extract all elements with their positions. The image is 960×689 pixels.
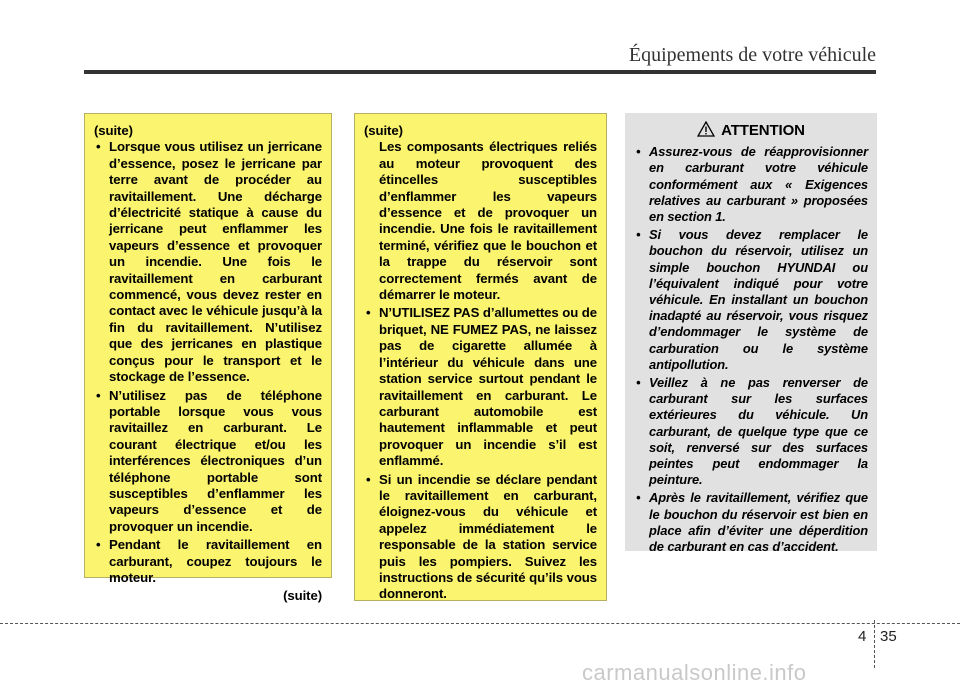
suite-label-top: (suite) [364, 123, 403, 138]
footer-rule [0, 623, 960, 624]
list-item: • Après le ravitaillement, vérifiez que le bouchon du réservoir est bien en place afin d’éviter une déperdition de carburant en cas d’accident. [634, 490, 868, 555]
list-item: • Si un incendie se déclare pendant le ravitaillement en carburant, éloignez-vous du véhicule et appelez immédiatement le responsable de la station service puis les pompiers. Suivez les instructions de sécurité qu’ils vous donneront. [364, 472, 597, 603]
page-header-title: Équipements de votre véhicule [628, 44, 876, 66]
list-item: • Si vous devez remplacer le bouchon du réservoir, utilisez un simple bouchon HYUNDAI ou l’équivalent indiqué pour votre véhicule. En installant un bouchon inadapté au réservoir, vous risquez d’endommager le système de carburation ou le système antipollution. [634, 227, 868, 373]
header-rule [84, 70, 876, 74]
caution-heading-text: ATTENTION [721, 122, 805, 139]
list-item: • Lorsque vous utilisez un jerricane d’essence, posez le jerricane par terre avant de procéder au ravitaillement. Une décharge d’électricité statique à cause du jerricane peut enflammer les vapeurs d’essence et provoquer un incendie. Une fois le ravitaillement en carburant commencé, vous devez rester en contact avec le véhicule jusqu’à la fin du ravitaillement. N’utilisez que des jerricanes en plastique conçus pour le transport et le stockage de l’essence. [94, 139, 322, 385]
warning-box-left [84, 113, 332, 604]
caution-list [634, 144, 868, 555]
suite-label-bottom: (suite) [283, 588, 322, 604]
list-item: • Pendant le ravitaillement en carburant, coupez toujours le moteur. [94, 537, 322, 586]
suite-label-top: (suite) [94, 123, 133, 138]
list-item: • N’utilisez pas de téléphone portable lorsque vous vous ravitaillez en carburant. Le courant électrique et/ou les interférences électroniques d’un téléphone portable sont susceptibles d’enflammer les vapeurs d’essence et de provoquer un incendie. [94, 388, 322, 536]
intro-paragraph: Les composants électriques reliés au moteur provoquent des étincelles susceptibles d’enflammer les vapeurs d’essence et de provoquer un incendie. Une fois le ravitaillement terminé, vérifiez que le bouchon et la trappe du réservoir sont correctement fermés avant de démarrer le moteur. [379, 139, 597, 303]
warning-list [364, 305, 597, 602]
watermark: carmanualsonline.info [582, 660, 807, 685]
warning-triangle-icon [697, 121, 721, 141]
caution-heading [634, 121, 868, 141]
chapter-number: 4 [858, 628, 867, 645]
list-item: • Veillez à ne pas renverser de carburant sur les surfaces extérieures du véhicule. Un carburant, de quelque type que ce soit, renversé sur des surfaces peintes peut endommager la peinture. [634, 375, 868, 488]
warning-list [94, 139, 322, 586]
warning-box-middle [354, 113, 607, 601]
list-item: • N’UTILISEZ PAS d’allumettes ou de briquet, NE FUMEZ PAS, ne laissez pas de cigarette allumée à l’intérieur du véhicule dans une station service surtout pendant le ravitaillement en carburant. Le carburant automobile est hautement inflammable et peut provoquer un incendie s’il est enflammé. [364, 305, 597, 469]
page-number-separator [874, 620, 875, 668]
page-number: 35 [880, 628, 897, 645]
caution-box-right [625, 113, 877, 555]
list-item: • Assurez-vous de réapprovisionner en carburant votre véhicule conformément aux « Exigences relatives au carburant » proposées en section 1. [634, 144, 868, 225]
